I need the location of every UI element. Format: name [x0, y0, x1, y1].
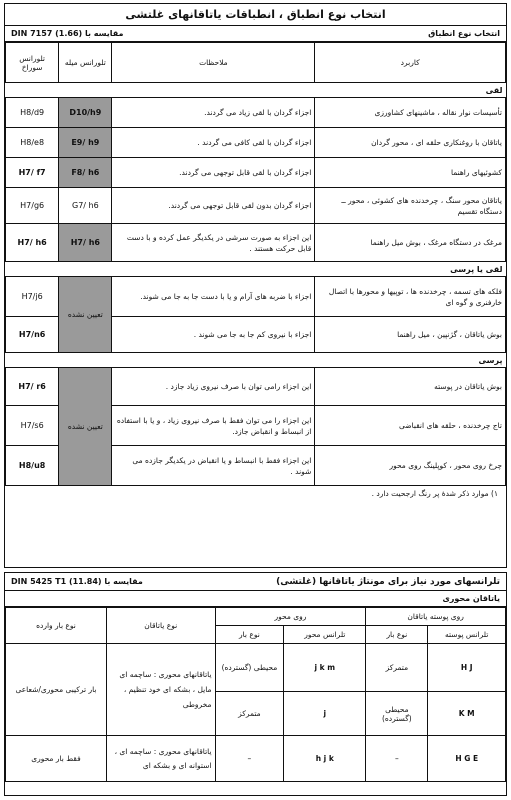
- table-row: بوش یاتاقان ، گژنپین ، میل راهنما اجزاء با نیروی کم جا به جا می شوند . H7/n6: [6, 317, 506, 353]
- col-shaft: تلورانس میله: [59, 43, 112, 83]
- table-row: تأسیسات نوار نقاله ، ماشینهای کشاورزی اجزاء گردان با لقی زیاد می گردند. D10/h9 H8/d9: [6, 98, 506, 128]
- table2-subtitle-bar: [5, 591, 506, 607]
- table2-title: تلرانسهای مورد نیاز برای مونتاژ یاتاقانها (غلتشی): [276, 576, 500, 587]
- table2-title-bar: [5, 573, 506, 591]
- table1-subtitle: انتخاب نوع انطباق: [428, 29, 500, 38]
- table-row: یاتاقان محور سنگ ، چرخدنده های کشوئی ، محور ــ دستگاه تقسیم اجزاء گردان بدون لقی قابل توجهی می گردند. G7/ h6 H7/g6: [6, 188, 506, 224]
- section-interference: پرسی: [6, 353, 506, 368]
- table-row: بوش یاتاقان در پوسته این اجزاء رامی توان با صرف نیروی زیاد جازد . تعیین نشده H7/ r6: [6, 368, 506, 406]
- table-row: مرغک در دستگاه مرغک ، بوش میل راهنما این اجزاء به صورت سرشی در یکدیگر عمل کرده و با دست قابل حرکت هستند . H7/ h6 H7/ h6: [6, 224, 506, 262]
- h-housing: روی پوسته یاتاقان: [366, 608, 506, 626]
- undetermined-cell: تعیین نشده: [59, 277, 112, 353]
- table-row: چرخ روی محور ، کوپلینگ روی محور این اجزاء فقط با انبساط و یا انقباض در یکدیگر جازده می شوند . H8/u8: [6, 446, 506, 486]
- col-use: کاربرد: [315, 43, 506, 83]
- section-transition: لقی یا پرسی: [6, 262, 506, 277]
- fit-selection-table: [4, 3, 507, 568]
- undetermined-cell-2: تعیین نشده: [59, 368, 112, 486]
- section-clearance: لقی: [6, 83, 506, 98]
- h-load-dir: نوع بار وارده: [6, 608, 107, 644]
- table2-subtitle: یاتاقان محوری: [442, 594, 500, 603]
- fit-table-header: [6, 43, 506, 83]
- col-notes: ملاحظات: [112, 43, 315, 83]
- table-row: یاتاقان با روغنکاری حلقه ای ، محور گردان اجزاء گردان با لقی کافی می گردند . E9/ h9 H8/e8: [6, 128, 506, 158]
- h-tol-shaft: تلرانس محور: [284, 626, 366, 644]
- table1-title: انتخاب نوع انطباق ، انطباقات یاتاقانهای غلتشی: [5, 4, 506, 26]
- table-row: تاج چرخدنده ، حلقه های انقباضی این اجزاء را می توان فقط با صرف نیروی زیاد ، و یا با استفاده از انبساط و انقباض جازد. H7/s6: [6, 406, 506, 446]
- table-row: H G E – h j k – یاتاقانهای محوری : ساچمه ای ، استوانه ای و بشکه ای فقط بار محوری: [6, 736, 506, 782]
- table-row: کشوئیهای راهنما اجزاء گردان با لقی قابل توجهی می گردند. F8/ h6 H7/ f7: [6, 158, 506, 188]
- table1-standard: DIN 7157 (1.66) مقایسه با: [11, 29, 124, 38]
- fit-table: [5, 42, 506, 486]
- bearing-table-header-1: [6, 608, 506, 626]
- footnote: ۱) موارد ذکر شدهٔ پر رنگ ارجحیت دارد .: [371, 489, 498, 498]
- h-bearing-type: نوع یاتاقان: [106, 608, 215, 644]
- table-row: H J متمرکز j k m محیطی (گسترده) یاتاقانهای محوری : ساچمه ای مایل ، بشکه ای خود تنظیم ، مخروطی بار ترکیبی محوری/شعاعی: [6, 644, 506, 692]
- h-shaft: روی محور: [215, 608, 366, 626]
- h-load-type-2: نوع بار: [215, 626, 284, 644]
- h-load-type: نوع بار: [366, 626, 428, 644]
- bearing-table: [5, 607, 506, 782]
- bearing-tolerance-table: [4, 572, 507, 796]
- table-row: K M محیطی (گسترده) j متمرکز: [6, 692, 506, 736]
- table1-subhead: [5, 26, 506, 42]
- col-hole: تلورانس سوراخ: [6, 43, 59, 83]
- table2-standard: DIN 5425 T1 (11.84) مقایسه با: [11, 577, 143, 586]
- h-tol-housing: تلرانس پوسته: [428, 626, 506, 644]
- table-row: فلکه های تسمه ، چرخدنده ها ، توپیها و محورها با اتصال خارفنری و گوه ای اجزاء با ضربه های آرام و یا با دست جا به جا می شوند. تعیین نشده H7/j6: [6, 277, 506, 317]
